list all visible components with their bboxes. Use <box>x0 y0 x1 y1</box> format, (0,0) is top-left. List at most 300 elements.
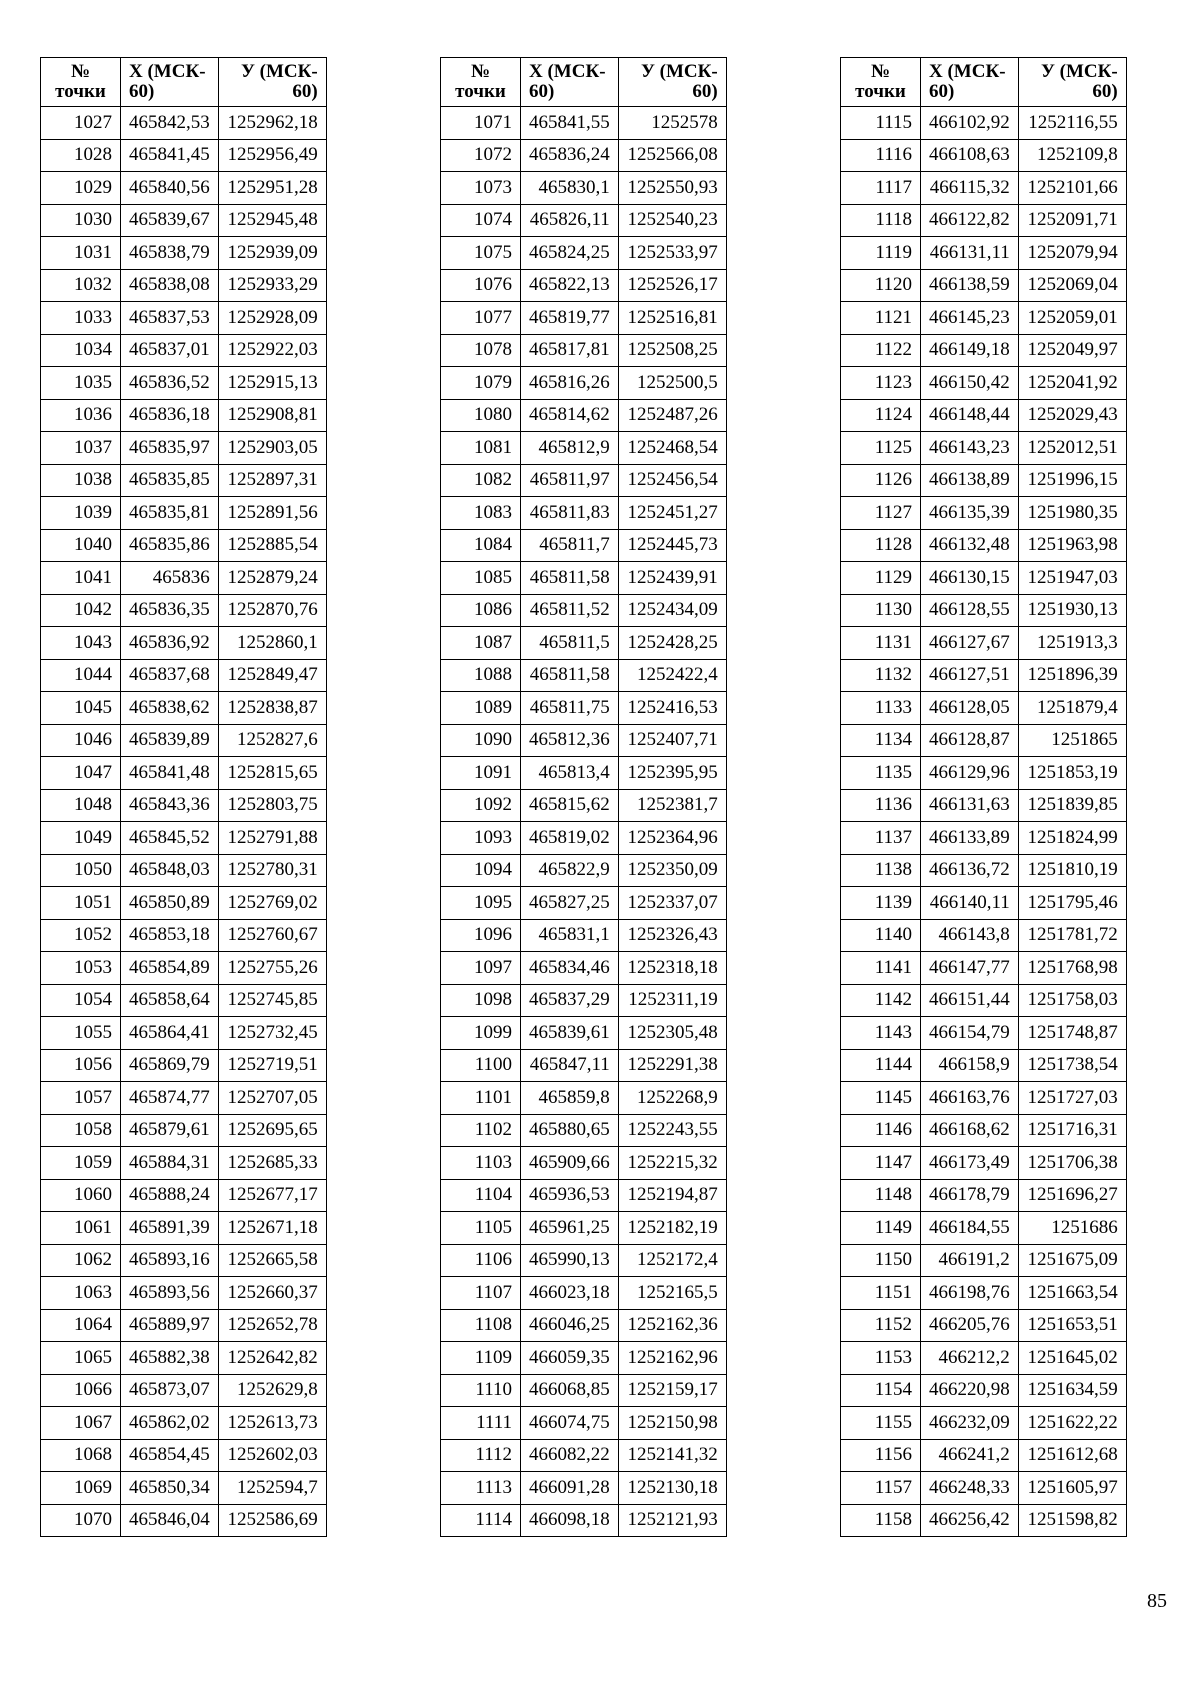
y-coordinate-cell: 1251622,22 <box>1018 1407 1126 1440</box>
table-row <box>441 1212 727 1245</box>
point-number-cell: 1132 <box>841 659 921 692</box>
point-number-cell: 1057 <box>41 1082 121 1115</box>
y-coordinate-cell: 1252891,56 <box>218 497 326 530</box>
table-row <box>441 822 727 855</box>
table-row <box>441 1472 727 1505</box>
point-number-cell: 1122 <box>841 334 921 367</box>
y-coordinate-cell: 1252903,05 <box>218 432 326 465</box>
x-coordinate-cell: 465819,77 <box>521 302 619 335</box>
x-coordinate-cell: 466256,42 <box>921 1504 1019 1537</box>
y-coordinate-cell: 1252586,69 <box>218 1504 326 1537</box>
point-number-cell: 1039 <box>41 497 121 530</box>
y-coordinate-cell: 1251930,13 <box>1018 594 1126 627</box>
table-row <box>441 302 727 335</box>
x-coordinate-cell: 466082,22 <box>521 1439 619 1472</box>
x-coordinate-cell: 465811,52 <box>521 594 619 627</box>
table-row <box>441 1342 727 1375</box>
x-coordinate-cell: 466149,18 <box>921 334 1019 367</box>
table-row <box>41 1049 327 1082</box>
point-number-cell: 1126 <box>841 464 921 497</box>
y-coordinate-cell: 1251853,19 <box>1018 757 1126 790</box>
y-coordinate-cell: 1251706,38 <box>1018 1147 1126 1180</box>
table-row <box>41 204 327 237</box>
x-coordinate-cell: 465830,1 <box>521 172 619 205</box>
y-coordinate-cell: 1252860,1 <box>218 627 326 660</box>
table-row <box>841 627 1127 660</box>
table-row <box>441 1147 727 1180</box>
x-coordinate-cell: 466148,44 <box>921 399 1019 432</box>
x-coordinate-cell: 465854,45 <box>121 1439 219 1472</box>
x-coordinate-cell: 466128,05 <box>921 692 1019 725</box>
y-coordinate-cell: 1252685,33 <box>218 1147 326 1180</box>
x-coordinate-cell: 466163,76 <box>921 1082 1019 1115</box>
table-row <box>41 269 327 302</box>
x-coordinate-cell: 465873,07 <box>121 1374 219 1407</box>
x-coordinate-cell: 466168,62 <box>921 1114 1019 1147</box>
point-number-cell: 1085 <box>441 562 521 595</box>
point-number-cell: 1069 <box>41 1472 121 1505</box>
x-coordinate-cell: 466154,79 <box>921 1017 1019 1050</box>
x-coordinate-cell: 466132,48 <box>921 529 1019 562</box>
x-coordinate-cell: 465835,85 <box>121 464 219 497</box>
x-coordinate-cell: 466102,92 <box>921 107 1019 140</box>
table-row <box>441 399 727 432</box>
table-row <box>41 854 327 887</box>
point-number-cell: 1072 <box>441 139 521 172</box>
table-row <box>441 107 727 140</box>
x-coordinate-cell: 465889,97 <box>121 1309 219 1342</box>
x-coordinate-cell: 466098,18 <box>521 1504 619 1537</box>
point-number-cell: 1103 <box>441 1147 521 1180</box>
y-coordinate-cell: 1252908,81 <box>218 399 326 432</box>
table-body <box>441 107 727 1537</box>
table-row <box>841 497 1127 530</box>
table-row <box>41 1179 327 1212</box>
table-row <box>841 1407 1127 1440</box>
point-number-cell: 1152 <box>841 1309 921 1342</box>
y-coordinate-cell: 1251738,54 <box>1018 1049 1126 1082</box>
y-coordinate-cell: 1252879,24 <box>218 562 326 595</box>
x-coordinate-cell: 466074,75 <box>521 1407 619 1440</box>
header-y-coordinate: У (МСК- 60) <box>1018 58 1126 107</box>
point-number-cell: 1138 <box>841 854 921 887</box>
table-row <box>841 237 1127 270</box>
table-row <box>41 1407 327 1440</box>
table-row <box>841 1374 1127 1407</box>
x-coordinate-cell: 465880,65 <box>521 1114 619 1147</box>
point-number-cell: 1136 <box>841 789 921 822</box>
x-coordinate-cell: 465936,53 <box>521 1179 619 1212</box>
point-number-cell: 1031 <box>41 237 121 270</box>
x-coordinate-cell: 465850,34 <box>121 1472 219 1505</box>
header-y-coordinate: У (МСК- 60) <box>218 58 326 107</box>
x-coordinate-cell: 465839,67 <box>121 204 219 237</box>
table-row <box>441 172 727 205</box>
table-row <box>441 269 727 302</box>
y-coordinate-cell: 1251716,31 <box>1018 1114 1126 1147</box>
table-row <box>441 887 727 920</box>
x-coordinate-cell: 465882,38 <box>121 1342 219 1375</box>
y-coordinate-cell: 1252870,76 <box>218 594 326 627</box>
x-coordinate-cell: 466145,23 <box>921 302 1019 335</box>
x-coordinate-cell: 465837,53 <box>121 302 219 335</box>
x-coordinate-cell: 466140,11 <box>921 887 1019 920</box>
point-number-cell: 1111 <box>441 1407 521 1440</box>
table-row <box>441 1082 727 1115</box>
y-coordinate-cell: 1252416,53 <box>618 692 726 725</box>
x-coordinate-cell: 465893,16 <box>121 1244 219 1277</box>
y-coordinate-cell: 1252769,02 <box>218 887 326 920</box>
y-coordinate-cell: 1251748,87 <box>1018 1017 1126 1050</box>
table-row <box>41 432 327 465</box>
y-coordinate-cell: 1252578 <box>618 107 726 140</box>
table-row <box>441 464 727 497</box>
table-row <box>841 562 1127 595</box>
point-number-cell: 1158 <box>841 1504 921 1537</box>
point-number-cell: 1035 <box>41 367 121 400</box>
table-row <box>41 952 327 985</box>
point-number-cell: 1104 <box>441 1179 521 1212</box>
point-number-cell: 1118 <box>841 204 921 237</box>
table-row <box>41 237 327 270</box>
point-number-cell: 1149 <box>841 1212 921 1245</box>
x-coordinate-cell: 465819,02 <box>521 822 619 855</box>
x-coordinate-cell: 466191,2 <box>921 1244 1019 1277</box>
x-coordinate-cell: 465822,9 <box>521 854 619 887</box>
point-number-cell: 1148 <box>841 1179 921 1212</box>
x-coordinate-cell: 465811,58 <box>521 659 619 692</box>
table-row <box>441 1017 727 1050</box>
x-coordinate-cell: 465836,35 <box>121 594 219 627</box>
point-number-cell: 1037 <box>41 432 121 465</box>
point-number-cell: 1144 <box>841 1049 921 1082</box>
x-coordinate-cell: 466143,23 <box>921 432 1019 465</box>
point-number-cell: 1101 <box>441 1082 521 1115</box>
y-coordinate-cell: 1252305,48 <box>618 1017 726 1050</box>
x-coordinate-cell: 465847,11 <box>521 1049 619 1082</box>
y-coordinate-cell: 1252109,8 <box>1018 139 1126 172</box>
table-body <box>841 107 1127 1537</box>
x-coordinate-cell: 465845,52 <box>121 822 219 855</box>
x-coordinate-cell: 466135,39 <box>921 497 1019 530</box>
x-coordinate-cell: 466248,33 <box>921 1472 1019 1505</box>
table-row <box>841 919 1127 952</box>
y-coordinate-cell: 1252945,48 <box>218 204 326 237</box>
table-row <box>441 432 727 465</box>
point-number-cell: 1096 <box>441 919 521 952</box>
table-row <box>441 1114 727 1147</box>
x-coordinate-cell: 466059,35 <box>521 1342 619 1375</box>
point-number-cell: 1151 <box>841 1277 921 1310</box>
point-number-cell: 1102 <box>441 1114 521 1147</box>
point-number-cell: 1150 <box>841 1244 921 1277</box>
y-coordinate-cell: 1251696,27 <box>1018 1179 1126 1212</box>
point-number-cell: 1153 <box>841 1342 921 1375</box>
point-number-cell: 1115 <box>841 107 921 140</box>
x-coordinate-cell: 466205,76 <box>921 1309 1019 1342</box>
point-number-cell: 1048 <box>41 789 121 822</box>
x-coordinate-cell: 465811,75 <box>521 692 619 725</box>
y-coordinate-cell: 1252215,32 <box>618 1147 726 1180</box>
x-coordinate-cell: 465836,52 <box>121 367 219 400</box>
x-coordinate-cell: 465815,62 <box>521 789 619 822</box>
x-coordinate-cell: 465838,79 <box>121 237 219 270</box>
x-coordinate-cell: 465874,77 <box>121 1082 219 1115</box>
x-coordinate-cell: 466212,2 <box>921 1342 1019 1375</box>
y-coordinate-cell: 1252885,54 <box>218 529 326 562</box>
y-coordinate-cell: 1252719,51 <box>218 1049 326 1082</box>
table-row <box>41 1082 327 1115</box>
y-coordinate-cell: 1252760,67 <box>218 919 326 952</box>
x-coordinate-cell: 465835,86 <box>121 529 219 562</box>
y-coordinate-cell: 1252629,8 <box>218 1374 326 1407</box>
y-coordinate-cell: 1252613,73 <box>218 1407 326 1440</box>
y-coordinate-cell: 1252487,26 <box>618 399 726 432</box>
point-number-cell: 1053 <box>41 952 121 985</box>
point-number-cell: 1097 <box>441 952 521 985</box>
y-coordinate-cell: 1252049,97 <box>1018 334 1126 367</box>
x-coordinate-cell: 465822,13 <box>521 269 619 302</box>
y-coordinate-cell: 1252791,88 <box>218 822 326 855</box>
x-coordinate-cell: 466127,51 <box>921 659 1019 692</box>
y-coordinate-cell: 1252243,55 <box>618 1114 726 1147</box>
x-coordinate-cell: 466143,8 <box>921 919 1019 952</box>
y-coordinate-cell: 1252407,71 <box>618 724 726 757</box>
point-number-cell: 1098 <box>441 984 521 1017</box>
y-coordinate-cell: 1252428,25 <box>618 627 726 660</box>
x-coordinate-cell: 465831,1 <box>521 919 619 952</box>
table-body <box>41 107 327 1537</box>
point-number-cell: 1135 <box>841 757 921 790</box>
x-coordinate-cell: 466115,32 <box>921 172 1019 205</box>
x-coordinate-cell: 466138,59 <box>921 269 1019 302</box>
point-number-cell: 1157 <box>841 1472 921 1505</box>
table-row <box>41 139 327 172</box>
y-coordinate-cell: 1252956,49 <box>218 139 326 172</box>
y-coordinate-cell: 1252962,18 <box>218 107 326 140</box>
y-coordinate-cell: 1251879,4 <box>1018 692 1126 725</box>
point-number-cell: 1079 <box>441 367 521 400</box>
point-number-cell: 1141 <box>841 952 921 985</box>
table-row <box>841 1244 1127 1277</box>
x-coordinate-cell: 465848,03 <box>121 854 219 887</box>
point-number-cell: 1099 <box>441 1017 521 1050</box>
y-coordinate-cell: 1252291,38 <box>618 1049 726 1082</box>
x-coordinate-cell: 465850,89 <box>121 887 219 920</box>
point-number-cell: 1081 <box>441 432 521 465</box>
y-coordinate-cell: 1252803,75 <box>218 789 326 822</box>
table-row <box>841 204 1127 237</box>
point-number-cell: 1054 <box>41 984 121 1017</box>
table-row <box>441 237 727 270</box>
table-row <box>441 1309 727 1342</box>
point-number-cell: 1073 <box>441 172 521 205</box>
point-number-cell: 1117 <box>841 172 921 205</box>
table-row <box>841 172 1127 205</box>
table-row <box>441 1504 727 1537</box>
point-number-cell: 1137 <box>841 822 921 855</box>
x-coordinate-cell: 466128,55 <box>921 594 1019 627</box>
point-number-cell: 1034 <box>41 334 121 367</box>
table-row <box>41 659 327 692</box>
point-number-cell: 1049 <box>41 822 121 855</box>
y-coordinate-cell: 1252318,18 <box>618 952 726 985</box>
x-coordinate-cell: 465841,45 <box>121 139 219 172</box>
y-coordinate-cell: 1252121,93 <box>618 1504 726 1537</box>
point-number-cell: 1121 <box>841 302 921 335</box>
table-row <box>41 887 327 920</box>
table-row <box>41 1439 327 1472</box>
point-number-cell: 1041 <box>41 562 121 595</box>
y-coordinate-cell: 1252350,09 <box>618 854 726 887</box>
point-number-cell: 1134 <box>841 724 921 757</box>
table-row <box>841 789 1127 822</box>
x-coordinate-cell: 465859,8 <box>521 1082 619 1115</box>
y-coordinate-cell: 1252827,6 <box>218 724 326 757</box>
x-coordinate-cell: 465888,24 <box>121 1179 219 1212</box>
point-number-cell: 1094 <box>441 854 521 887</box>
y-coordinate-cell: 1252434,09 <box>618 594 726 627</box>
x-coordinate-cell: 465837,68 <box>121 659 219 692</box>
table-row <box>441 1049 727 1082</box>
y-coordinate-cell: 1252041,92 <box>1018 367 1126 400</box>
point-number-cell: 1129 <box>841 562 921 595</box>
point-number-cell: 1028 <box>41 139 121 172</box>
table-header <box>841 58 1127 107</box>
y-coordinate-cell: 1252079,94 <box>1018 237 1126 270</box>
y-coordinate-cell: 1252707,05 <box>218 1082 326 1115</box>
point-number-cell: 1090 <box>441 724 521 757</box>
table-row <box>41 757 327 790</box>
table-row <box>841 1114 1127 1147</box>
point-number-cell: 1033 <box>41 302 121 335</box>
point-number-cell: 1130 <box>841 594 921 627</box>
x-coordinate-cell: 466173,49 <box>921 1147 1019 1180</box>
table-row <box>841 107 1127 140</box>
y-coordinate-cell: 1252642,82 <box>218 1342 326 1375</box>
y-coordinate-cell: 1252566,08 <box>618 139 726 172</box>
y-coordinate-cell: 1251727,03 <box>1018 1082 1126 1115</box>
y-coordinate-cell: 1252422,4 <box>618 659 726 692</box>
point-number-cell: 1108 <box>441 1309 521 1342</box>
x-coordinate-cell: 465837,29 <box>521 984 619 1017</box>
table-row <box>441 757 727 790</box>
table-row <box>441 1374 727 1407</box>
y-coordinate-cell: 1252364,96 <box>618 822 726 855</box>
table-row <box>841 659 1127 692</box>
y-coordinate-cell: 1252182,19 <box>618 1212 726 1245</box>
table-row <box>441 1244 727 1277</box>
point-number-cell: 1140 <box>841 919 921 952</box>
point-number-cell: 1107 <box>441 1277 521 1310</box>
y-coordinate-cell: 1251645,02 <box>1018 1342 1126 1375</box>
y-coordinate-cell: 1252172,4 <box>618 1244 726 1277</box>
table-row <box>41 1342 327 1375</box>
table-row <box>441 139 727 172</box>
table-row <box>41 464 327 497</box>
table-row <box>41 107 327 140</box>
header-point-number: № точки <box>841 58 921 107</box>
x-coordinate-cell: 466147,77 <box>921 952 1019 985</box>
point-number-cell: 1070 <box>41 1504 121 1537</box>
x-coordinate-cell: 466128,87 <box>921 724 1019 757</box>
x-coordinate-cell: 466232,09 <box>921 1407 1019 1440</box>
x-coordinate-cell: 465846,04 <box>121 1504 219 1537</box>
x-coordinate-cell: 466198,76 <box>921 1277 1019 1310</box>
y-coordinate-cell: 1251605,97 <box>1018 1472 1126 1505</box>
point-number-cell: 1105 <box>441 1212 521 1245</box>
point-number-cell: 1109 <box>441 1342 521 1375</box>
x-coordinate-cell: 466131,11 <box>921 237 1019 270</box>
y-coordinate-cell: 1252897,31 <box>218 464 326 497</box>
x-coordinate-cell: 465816,26 <box>521 367 619 400</box>
y-coordinate-cell: 1252162,36 <box>618 1309 726 1342</box>
header-x-coordinate: Х (МСК- 60) <box>121 58 219 107</box>
header-point-number: № точки <box>41 58 121 107</box>
y-coordinate-cell: 1252468,54 <box>618 432 726 465</box>
table-row <box>41 497 327 530</box>
point-number-cell: 1116 <box>841 139 921 172</box>
y-coordinate-cell: 1252130,18 <box>618 1472 726 1505</box>
x-coordinate-cell: 466127,67 <box>921 627 1019 660</box>
y-coordinate-cell: 1252141,32 <box>618 1439 726 1472</box>
point-number-cell: 1043 <box>41 627 121 660</box>
point-number-cell: 1154 <box>841 1374 921 1407</box>
x-coordinate-cell: 465817,81 <box>521 334 619 367</box>
header-point-number: № точки <box>441 58 521 107</box>
table-row <box>441 1407 727 1440</box>
table-row <box>841 302 1127 335</box>
x-coordinate-cell: 465853,18 <box>121 919 219 952</box>
x-coordinate-cell: 466108,63 <box>921 139 1019 172</box>
table-row <box>41 1309 327 1342</box>
table-row <box>841 1309 1127 1342</box>
point-number-cell: 1089 <box>441 692 521 725</box>
y-coordinate-cell: 1251598,82 <box>1018 1504 1126 1537</box>
point-number-cell: 1045 <box>41 692 121 725</box>
x-coordinate-cell: 465836,92 <box>121 627 219 660</box>
y-coordinate-cell: 1251653,51 <box>1018 1309 1126 1342</box>
x-coordinate-cell: 465836,24 <box>521 139 619 172</box>
point-number-cell: 1036 <box>41 399 121 432</box>
y-coordinate-cell: 1251824,99 <box>1018 822 1126 855</box>
table-row <box>841 887 1127 920</box>
table-row <box>41 724 327 757</box>
table-row <box>441 854 727 887</box>
x-coordinate-cell: 465961,25 <box>521 1212 619 1245</box>
header-row <box>41 58 327 107</box>
point-number-cell: 1147 <box>841 1147 921 1180</box>
y-coordinate-cell: 1252059,01 <box>1018 302 1126 335</box>
y-coordinate-cell: 1252540,23 <box>618 204 726 237</box>
table-row <box>41 822 327 855</box>
table-row <box>41 367 327 400</box>
table-row <box>41 302 327 335</box>
x-coordinate-cell: 465841,55 <box>521 107 619 140</box>
table-row <box>41 1504 327 1537</box>
coordinates-table-1 <box>40 57 327 1537</box>
table-row <box>841 432 1127 465</box>
x-coordinate-cell: 465824,25 <box>521 237 619 270</box>
x-coordinate-cell: 465862,02 <box>121 1407 219 1440</box>
table-row <box>841 984 1127 1017</box>
y-coordinate-cell: 1252594,7 <box>218 1472 326 1505</box>
point-number-cell: 1093 <box>441 822 521 855</box>
table-row <box>41 789 327 822</box>
point-number-cell: 1106 <box>441 1244 521 1277</box>
table-row <box>841 1017 1127 1050</box>
y-coordinate-cell: 1252268,9 <box>618 1082 726 1115</box>
